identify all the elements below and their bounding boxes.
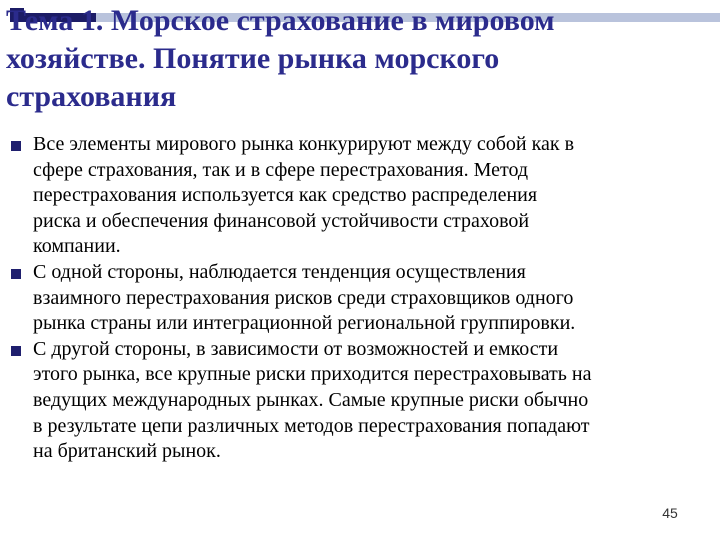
bullet-text-line: перестрахования используется как средство распределения xyxy=(33,184,538,207)
bullet-text-line: С одной стороны, наблюдается тенденция осуществления xyxy=(33,260,526,283)
slide-title xyxy=(6,2,706,116)
bullet-text-line: сфере страхования, так и в сфере перестрахования. Метод xyxy=(33,158,529,181)
bullet-text-line: взаимного перестрахования рисков среди страховщиков одного xyxy=(33,286,574,309)
bullet-text-line: риска и обеспечения финансовой устойчивости страховой xyxy=(33,209,530,232)
bullet-list xyxy=(8,132,716,465)
square-bullet-icon xyxy=(11,141,21,151)
bullet-item xyxy=(8,260,716,337)
square-bullet-icon xyxy=(11,346,21,356)
bullet-text-line: Все элементы мирового рынка конкурируют между собой как в xyxy=(33,133,575,155)
bullet-text-line: в результате цепи различных методов перестрахования попадают xyxy=(33,414,590,437)
bullet-item xyxy=(8,132,716,260)
title-line: хозяйстве. Понятие рынка морского xyxy=(6,42,500,75)
bullet-text-line: на британский рынок. xyxy=(33,440,221,463)
bullet-item xyxy=(8,337,716,465)
bullet-text-line: рынка страны или интеграционной региональной группировки. xyxy=(33,312,576,335)
square-bullet-icon xyxy=(11,269,21,279)
title-line: страхования xyxy=(6,80,177,113)
bullet-text-line: компании. xyxy=(33,235,121,258)
bullet-text-line: этого рынка, все крупные риски приходится перестраховывать на xyxy=(33,363,592,386)
title-line: Тема 1. Морское страхование в мировом xyxy=(6,4,555,37)
bullet-text-line: ведущих международных рынках. Самые крупные риски обычно xyxy=(33,388,589,411)
bullet-text-line: С другой стороны, в зависимости от возможностей и емкости xyxy=(33,337,559,360)
page-number: 45 xyxy=(662,505,678,521)
